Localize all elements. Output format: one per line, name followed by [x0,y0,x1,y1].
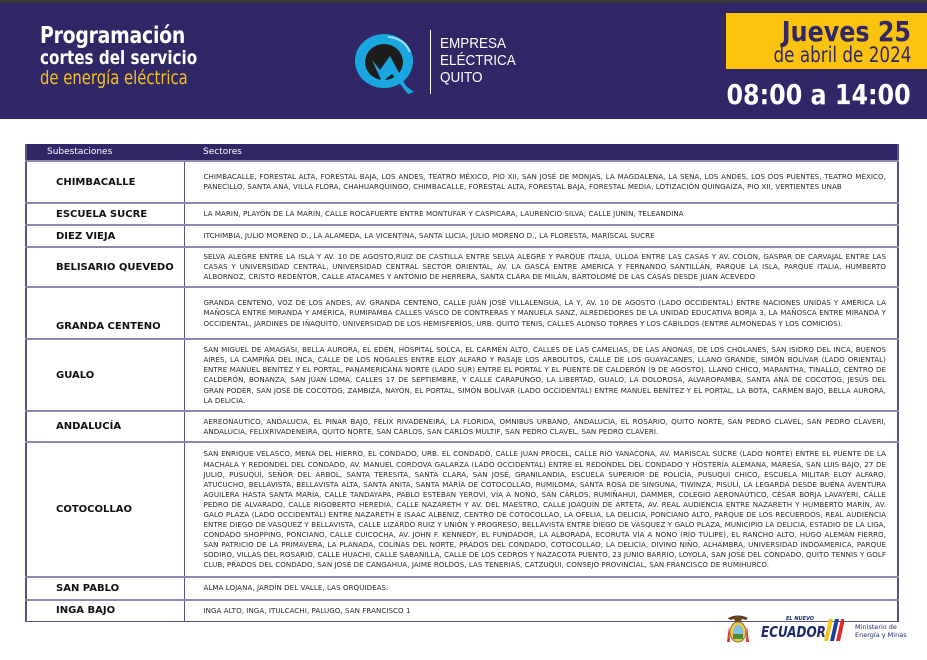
date-box [726,13,927,69]
title-line-2: cortes del servicio [40,47,198,69]
date-day: Jueves 25 [781,15,911,48]
sectors-list: SAN ENRIQUE VELASCO, MENA DEL HIERRO, EL CONDADO, URB. EL CONDADO, CALLE JUAN PROCEL, CALLE RÍO YANACONA, AV. MARISCAL SUCRE (LADO NORTE) ENTRE EL PUENTE DE LA MACHALA Y REDONDEL DEL CONDADO, AV. MANUEL CORDOVA GALARZA (LADO OCCIDENTAL) ENTRE EL REDONDEL DEL CONDADO Y HOSTERÍA ALEMANA, MARESA, SAN LUIS BAJO, 27 DE JULIO, PUSUQUÍ, SEÑOR DEL ÁRBOL, SANTA TERESITA, SANTA CLARA, SAN JOSÉ, GRANILANDIA, ESCUELA SUPERIOR DE POLICÍA, PUSUQUÍ CHICO, ESCUELA MILITAR ELOY ALFARO, ATUCUCHO, BELLAVISTA, BELLAVISTA ALTA, SANTA ANITA, SANTA MARÍA DE COTOCOLLAO, RUMILOMA, SANTA ROSA DE SINGUNA, TIWINZA, PISULÍ, LA LEGARDA DESDE BUENA AVENTURA AGUILERA HASTA SANTA MARÍA, CALLE TANDAYAPA, PABLO ESTEBAN YEROVÍ, VÍA A NONO, SAN CARLOS, RUMIÑAHUI, DAMMER, COLEGIO AERONAÚTICO, CÉSAR BORJA LAVAYERI, CALLE PEDRO DE ALVARADO, CALLE RIGOBERTO HEREDIA, CALLE NAZARETH Y AV. DEL MAESTRO, CALLE JOAQUÍN DE ARTETA, AV. REAL AUDIENCIA ENTRE NAZARETH Y HUMBERTO MARÍN, AV. GALO PLAZA (LADO OCCIDENTAL) ENTRE NAZARETH E ISAAC ALBENIZ, CENTRO DE COTOCOLLAO, LA OFELIA, LA DELICIA, PONCIANO ALTO, PARQUE DE LOS RECUERDOS, REAL AUDIENCIA ENTRE DIEGO DE VASQUEZ Y BELLAVISTA, CALLE LIZARDO RUIZ Y UNIÓN Y PROGRESO, BELLAVISTA ENTRE DIEGO DE VASQUEZ Y GALO PLAZA, MUNICIPIO LA DELICIA, ESTADIO DE LA LIGA, CONDADO SHOPPING, PONCIANO, CALLE CUICOCHA, AV. JOHN F. KENNEDY, EL FUNDADOR, LA ALBORADA, ECORUTA VÍA A NONO (RÍO TULIPE), EL RANCHO ALTO, HUGO ALEMÁN FIERRO, SAN PATRICIO DE LA PRIMAVERA, LA PLANADA, COLINAS DEL NORTE, PRADOS DEL CONDADO, COTOCOLLAO, LA DELICIA, DIVINO NIÑO, ALHAMBRA, UNIVERSIDAD INDOAMERICA, PARQUE SODIRO, VILLAS DEL ROSARIO, CALLE HUACHI, CALLE SABANILLA, CALLE DE LOS CEDROS Y NAZACOTA PUENTO, 23 JUNIO BARRIO, LOYOLA, SAN JOSÉ DEL CONDADO, QUITO TENNIS Y GOLF CLUB, PRADOS DEL CONDADO, SAN JOSÉ DE CANGAHUA, JAIME ROLDOS, LAS TENERIAS, CATZUQUI, CONSEJO PROVINCIAL, SAN FRANCISCO DE RUMIHURCO. [184,442,898,577]
announcement-title [40,25,237,88]
column-header-sectors: Sectores [184,144,898,161]
table-row [26,225,898,247]
substation-name: GRANDA CENTENO [26,287,184,339]
table-row [26,287,898,339]
column-header-substations: Subestaciones [26,144,184,161]
ministry-line-1: Ministerio de [855,623,897,631]
table-header-row [26,144,898,161]
eeq-logo-icon [352,30,422,96]
flag-stripes-icon [824,619,844,641]
sectors-list: ITCHIMBIA, JULIO MORENO D., LA ALAMEDA, LA VICENTINA, SANTA LUCIA, JULIO MORENO D., LA FLORESTA, MARISCAL SUCRE [184,225,898,247]
company-line-3: QUITO [440,69,483,86]
top-strip [0,0,927,3]
substation-name: INGA BAJO [26,600,184,622]
table-row [26,247,898,287]
substation-name: GUALO [26,339,184,411]
sectors-list: CHIMBACALLE, FORESTAL ALTA, FORESTAL BAJA, LOS ANDES, TEATRO MÉXICO, PIO XII, SAN JOSÉ DE MONJAS, LA MAGDALENA, LA SENA, LOS ANDES, LOS DOS PUENTES, TEATRO MÉXICO, PANECILLO, SANTA ANA, VILLA FLORA, CHAHUARQUINGO, CHIMBACALLE, FORESTAL ALTA, FORESTAL BAJA, FORESTAL MEDIA, LOTIZACIÓN QUINGAIZA, PIO XII, VERTIENTES UNAB [184,161,898,203]
sectors-list: AEREONAUTICO, ANDALUCIA, EL PINAR BAJO, FELIX RIVADENEIRA, LA FLORIDA, OMNIBUS URBANO, ANDALUCIA, EL ROSARIO, QUITO NORTE, SAN PEDRO CLAVEL, SAN PEDRO CLAVERI, ANDALUCIA, FELIXRIVADENEIRA, QUITO NORTE, SAN CARLOS, SAN CARLOS MULTIF, SAN PEDRO CLAVEL, SAN PEDRO CLAVERI. [184,411,898,442]
substation-name: SAN PABLO [26,577,184,599]
substation-name: CHIMBACALLE [26,161,184,203]
sectors-list: SELVA ALEGRE ENTRE LA ISLA Y AV. 10 DE AGOSTO,RUIZ DE CASTILLA ENTRE SELVA ALEGRE Y PARQUE ITALIA, ULLOA ENTRE LAS CASAS Y AV. COLÓN, GASPAR DE CARVAJAL ENTRE LAS CASAS Y UNIVERSIDAD CENTRAL, UNIVERSIDAD CENTRAL SECTOR ORIENTAL, AV. LA GASCA ENTRE AMERICA Y FERNANDO SANTILLÁN, PARQUE LA ISLA, PARQUE ITALIA, HUMBERTO ALBORNOZ, CRISTO REDENTOR, CALLE ATACAMES Y ANTONIO DE HERRERA, SANTA CLARA DE MILÁN, BARTOLOMÉ DE LAS CASAS DESDE JUAN ACEVEDO [184,247,898,287]
table-row [26,203,898,225]
sectors-list: SAN MIGUEL DE AMAGASI, BELLA AURORA, EL EDÉN, HOSPITAL SOLCA, EL CARMÉN ALTO, CALLES DE LAS CAMELIAS, DE LAS ANONAS, DE LOS CHOLANES, SAN ISIDRO DEL INCA, BUENOS AIRES, LA CAMPIÑA DEL INCA, CALLE DE LOS NOGALES ENTRE ELOY ALFARO Y PASAJE LOS ARBOLITOS, CALLE DE LOS GUAYACANES, LLANO GRANDE, SIMÓN BOLÍVAR (LADO ORIENTAL) ENTRE MANUEL BENÍTEZ Y EL PORTAL, PANAMERICANA NORTE (LADO SUR) ENTRE EL PORTAL Y EL PUENTE DE CALDERÓN (9 DE AGOSTO). LLANO CHICO, MARANTHA, TINALLO, CENTRO DE CALDERÓN, BONANZA, SAN JUAN LOMA, CALLES 17 DE SEPTIEMBRE, Y CALLE CARAPUNGO, LA LIBERTAD, GUALO, LA DOLOROSA, ALVAROPAMBA, SANTA ANA DE COCOTOG, JESÚS DEL GRAN PODER, SAN JOSÉ DE COCOTOG, ZAMBIZA, NAYÓN, EL PORTAL, SIMÓN BOLÍVAR (LADO OCCIDENTAL) ENTRE MANUEL BENÍTEZ Y EL PORTAL, LA BOTA, CARMÉN BAJO, BELLA AURORA, LA DELICIA. [184,339,898,411]
sectors-list: LA MARIN, PLAYÓN DE LA MARIN, CALLE ROCAFUERTE ENTRE MONTUFAR Y CASPICARA, LAURENCIO SILVA; CALLE JUNIN, TELEANDINA [184,203,898,225]
substation-name: ESCUELA SUCRE [26,203,184,225]
table-row [26,339,898,411]
logo-divider [430,30,431,94]
date-month-year: de abril de 2024 [773,43,911,67]
table-row [26,411,898,442]
substation-name: ANDALUCÍA [26,411,184,442]
ministry-line-2: Energía y Minas [855,631,907,639]
company-name [440,35,516,86]
time-range: 08:00 a 14:00 [726,78,911,111]
company-line-2: ELÉCTRICA [440,52,516,69]
substation-name: DIEZ VIEJA [26,225,184,247]
sectors-list: ALMA LOJANA, JARDÍN DEL VALLE, LAS ORQUIDEAS. [184,577,898,599]
ministry-name [855,623,907,639]
ecuador-wordmark: ECUADOR [761,623,826,641]
table-row [26,577,898,599]
coat-of-arms-icon [724,614,752,646]
title-line-1: Programación [40,23,186,49]
substation-name: BELISARIO QUEVEDO [26,247,184,287]
header-banner [0,0,927,119]
substation-name: COTOCOLLAO [26,442,184,577]
table-row [26,161,898,203]
title-line-3: de energía eléctrica [40,67,188,89]
company-line-1: EMPRESA [440,35,507,52]
sectors-list: INGA ALTO, INGA, ITULCACHI, PALUGO, SAN FRANCISCO 1 [184,600,898,622]
table-row [26,442,898,577]
sectors-list: GRANDA CENTENO, VOZ DE LOS ANDES, AV. GRANDA CENTENO, CALLE JUÁN JOSÉ VILLALENGUA, LA Y, AV. 10 DE AGOSTO (LADO OCCIDENTAL) ENTRE NACIONES UNIDAS Y AMÉRICA LA MAÑOSCA ENTRE MIRANDA Y AMÉRICA, RUMIPAMBA CALLES VASCO DE CONTRERAS Y MANUELA SANZ, ALREDEDORES DE LA UNIDAD EDUCATIVA BORJA 3, LA MAÑOSCA ENTRE MIRANDA Y OCCIDENTAL, JARDINES DE IÑAQUITO, UNIVERSIDAD DE LOS HEMISFERIOS, URB. QUITO TENIS, CALLES ALONSO TORRES Y LOS CABILDOS (ENTRE ALMONEDAS Y LOS COMICIOS). [184,287,898,339]
el-nuevo-label: EL NUEVO [786,616,815,622]
footer-logos [724,614,914,648]
outage-schedule-table [25,144,899,622]
